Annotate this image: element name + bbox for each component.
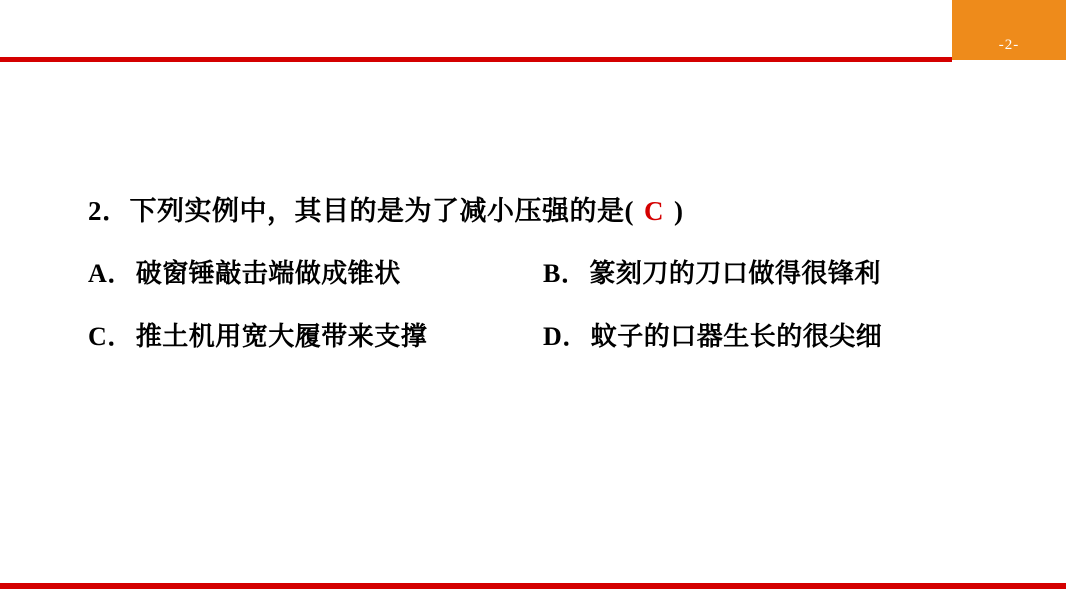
option-d-label: D． — [543, 322, 589, 351]
paren-close: ) — [674, 196, 684, 226]
option-b-label: B． — [543, 259, 588, 288]
option-a-text: 破窗锤敲击端做成锥状 — [135, 259, 401, 288]
options-row-1 — [88, 253, 988, 290]
question-stem-text: 下列实例中，其目的是为了减小压强的是 — [129, 196, 625, 226]
option-c-label: C． — [88, 322, 134, 351]
option-d[interactable] — [543, 316, 882, 353]
option-b[interactable] — [543, 253, 881, 290]
page-number-label: -2- — [998, 37, 1020, 53]
paren-open: ( — [624, 196, 634, 226]
option-c[interactable] — [88, 316, 543, 353]
answer-mark: C — [644, 196, 664, 226]
option-c-text: 推土机用宽大履带来支撑 — [135, 322, 428, 351]
bottom-divider-rule — [0, 583, 1066, 589]
top-divider-rule — [0, 57, 952, 62]
question-stem-line — [88, 198, 988, 225]
page-number-badge — [952, 0, 1066, 60]
question-number-dot: ． — [102, 196, 130, 226]
options-list — [88, 253, 988, 353]
question-number: 2 — [88, 196, 102, 226]
question-block — [88, 198, 988, 379]
option-a[interactable] — [88, 253, 543, 290]
options-row-2 — [88, 316, 988, 353]
option-d-text: 蚊子的口器生长的很尖细 — [590, 322, 883, 351]
option-a-label: A． — [88, 259, 134, 288]
option-b-text: 篆刻刀的刀口做得很锋利 — [589, 259, 881, 288]
